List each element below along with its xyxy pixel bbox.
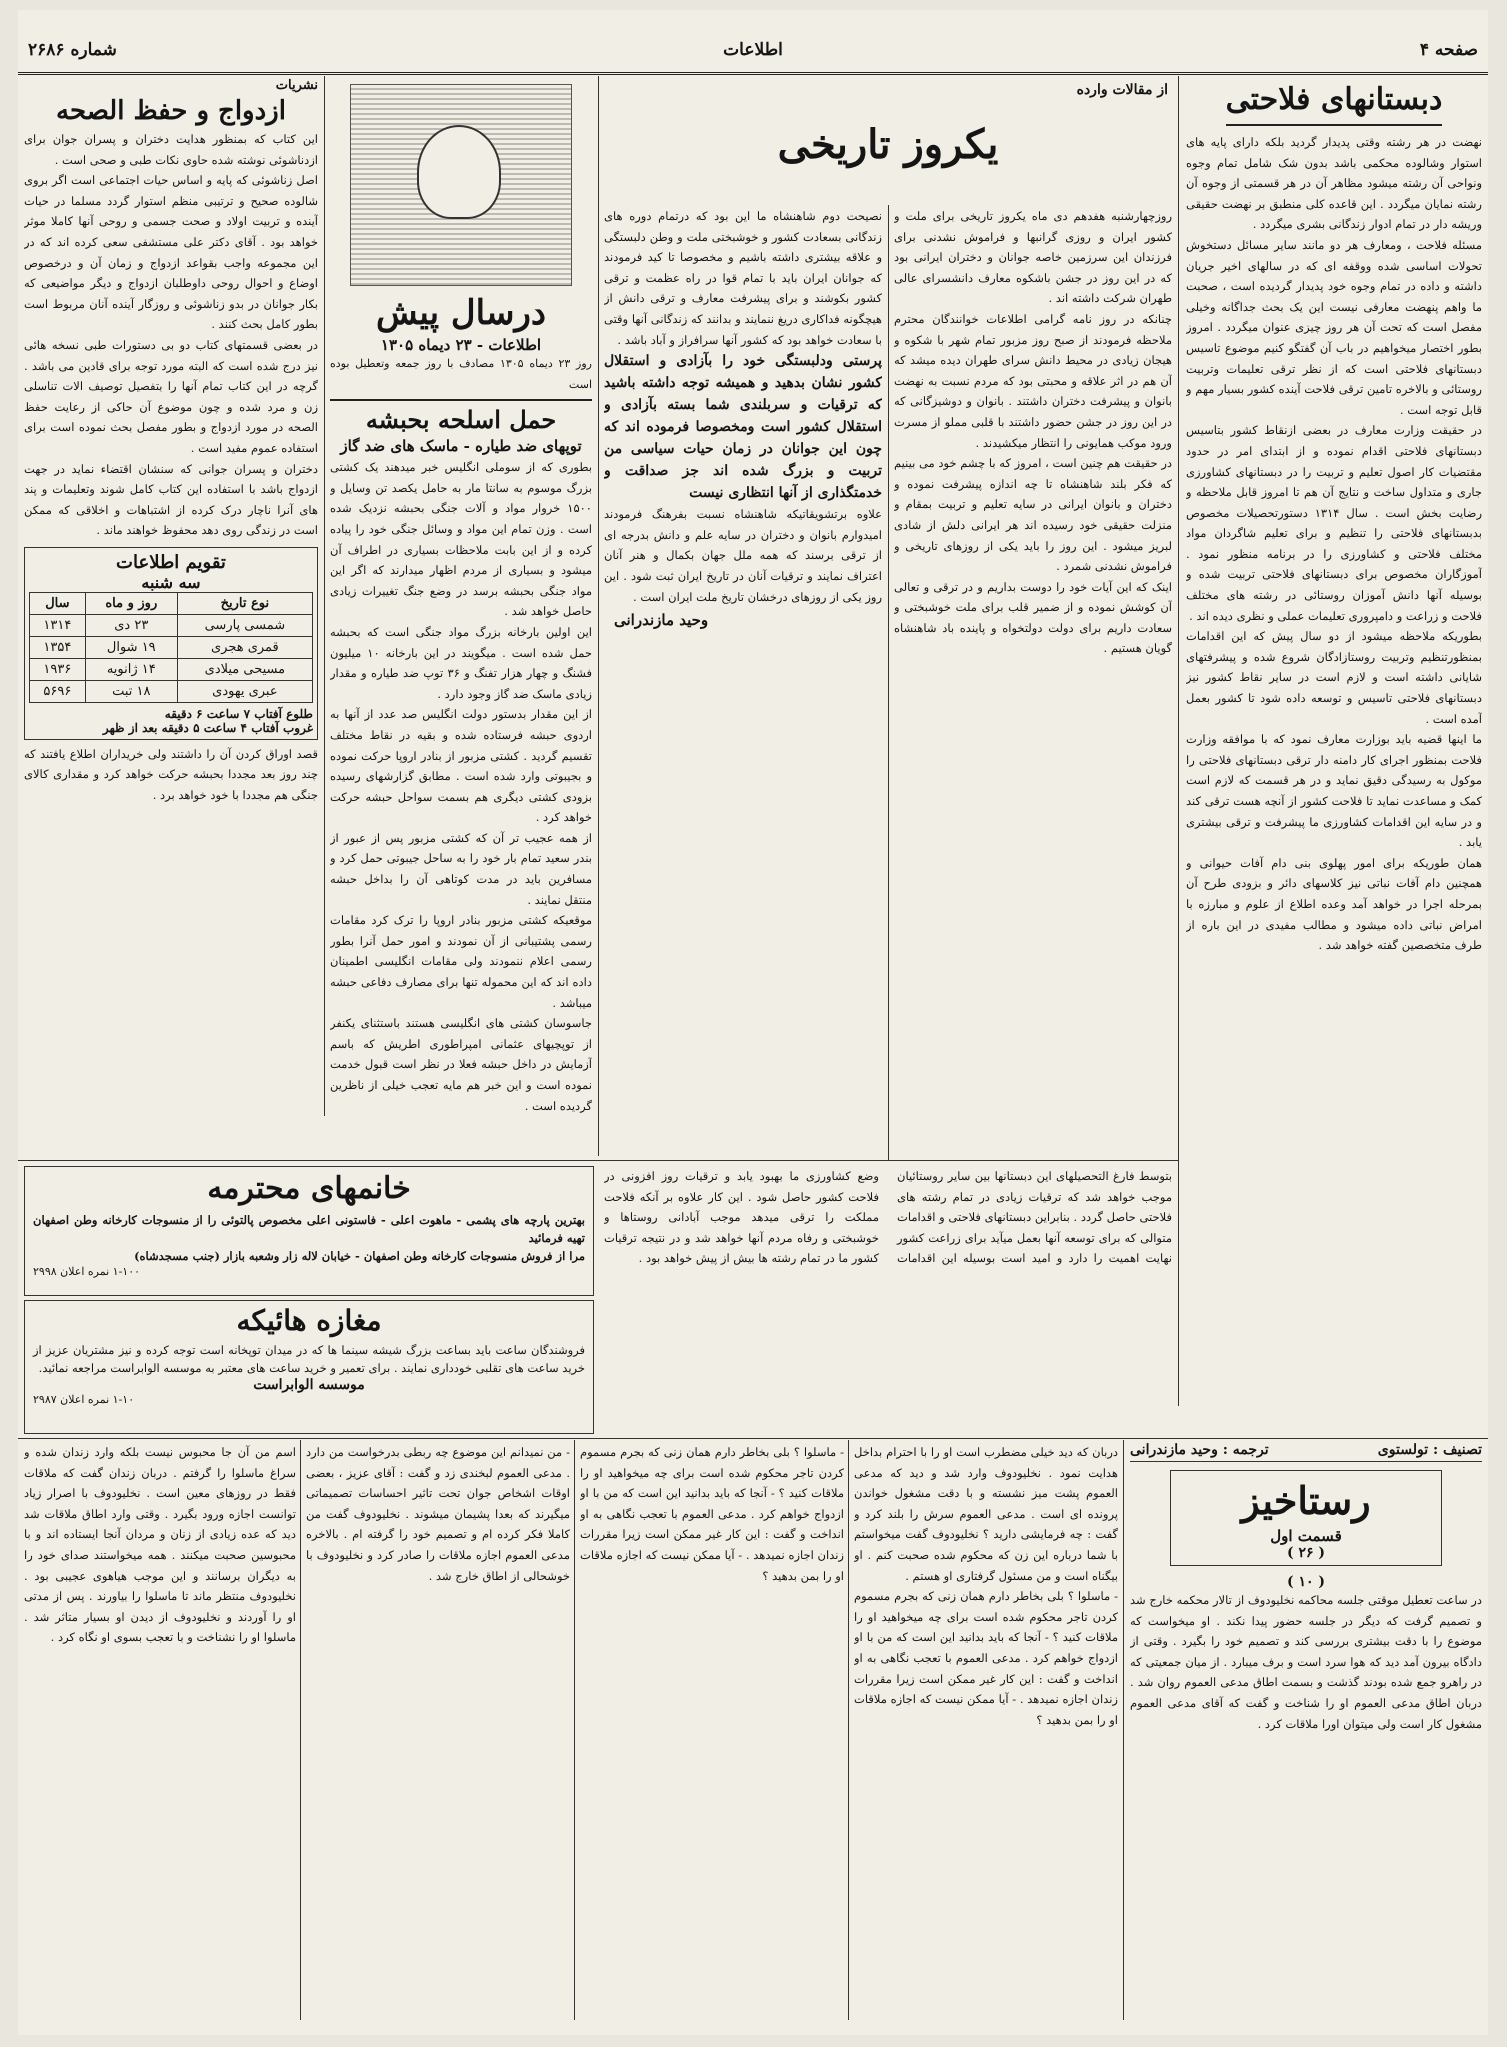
paragraph: اینک که این آیات خود را دوست بداریم و در ترقی و تعالی آن کوشش نموده و از ضمیر قلب برای ملت خوشبختی و سعادت داریم برای دولت دولتخواه و پاینده باد شاهنشاه گویان هستیم . bbox=[894, 579, 1172, 656]
sunrise-value: ۷ ساعت ۶ دقیقه bbox=[164, 706, 251, 721]
serial-episode: ( ۲۶ ) bbox=[1286, 1545, 1326, 1561]
paragraph: همان طوریکه برای امور پهلوی بنی دام آفات حیوانی و همچنین دام آفات نباتی نیز کلاسهای دائر و بزودی طرح آن بمرحله اجرا در خواهد آمد وعده اطلاع از علوم و مبارزه با امراض نباتی داده میشود و مطالب مفیدی در این باره از طرف متخصصین گفته خواهد شد . bbox=[1186, 855, 1482, 953]
sunrise-line bbox=[29, 707, 313, 721]
paragraph: دختران و پسران جوانی که سنشان اقتضاء نماید در جهت ازدواج باشد با استفاده این کتاب کامل شوند وتعلیمات و پند های آنرا ناچار درک کرده از اشتباهات و اخلاقی که ممکن است در زندگی روی دهد محفوظ خواهند ماند . bbox=[24, 461, 318, 538]
calendar-cell: ۱۹۳۶ bbox=[30, 658, 86, 680]
calendar-box bbox=[24, 547, 318, 740]
calendar-header: روز و ماه bbox=[85, 592, 177, 614]
section-date: اطلاعات - ۲۳ دیماه ۱۳۰۵ bbox=[380, 336, 542, 354]
article-title: ازدواج و حفظ الصحه bbox=[56, 96, 286, 126]
paragraph: اصل زناشوئی که پایه و اساس حیات اجتماعی است اگر بروی شالوده صحیح و ترتیبی منظم استوار گردد مسلما در حیات آینده و تربیت اولاد و صحت جسمی و روحی آنها کاملا موثر خواهد بود . آقای دکتر علی مستشفی سعی کرده اند که در این مجموعه واجب بقواعد ازدواج و زمان آن و درخصوص اوضاع و احوال روحی داوطلبان ازدواج و دیگر مواضیعی که بکار جوانان در بدو زناشوئی و روزگار آینده آنان مربوط است بطور کامل بحث کنند . bbox=[24, 173, 318, 332]
article-falahati-continued bbox=[604, 1166, 1172, 1434]
calendar-title: تقویم اطلاعات bbox=[116, 551, 226, 573]
calendar-cell: قمری هجری bbox=[177, 636, 312, 658]
serial-credits bbox=[1130, 1442, 1482, 1462]
serial-chapter: ( ۱۰ ) bbox=[1286, 1574, 1326, 1590]
serial-resurrection-col3 bbox=[580, 1442, 844, 2022]
paragraph: نهضت در هر رشته وقتی پدیدار گردید بلکه دارای پایه های استوار وشالوده محکمی باشد بدون شک شامل تمام وجوه ونواحی آن رشته میشود مظاهر آن در هر قسمتی از وجوه آن رشته نمایان میگردد . این قاعده کلی منطبق بر نهضت حقیقی وریشه دار در تمام ادوار زندگانی بشری میگردد . bbox=[1186, 135, 1482, 232]
calendar-row bbox=[30, 614, 313, 636]
sunset-label: غروب آفتاب bbox=[251, 720, 313, 735]
paragraph: - ماسلوا ؟ بلی بخاطر دارم همان زنی که بجرم مسموم کردن تاجر محکوم شده است برای چه میخواهید او را ملاقات کنید ؟ - آنجا که باید بدانید این است که من با او ازدواج خواهم کرد . مدعی العموم با تعجب نگاهی به او انداخت و گفت : این کار غیر ممکن است زیرا مقررات زندان اجازه نمیدهد . - آیا ممکن نیست که اجازه ملاقات او را بمن بدهید ؟ bbox=[580, 1445, 844, 1583]
section-title: درسال پیش bbox=[375, 293, 547, 333]
article-kicker: از مقالات وارده bbox=[1076, 82, 1168, 98]
title-rule bbox=[1226, 124, 1442, 126]
serial-title-box bbox=[1170, 1470, 1442, 1566]
serial-translator: ترجمه : وحید مازندرانی bbox=[1130, 1442, 1269, 1458]
calendar-cell: ۲۳ دی bbox=[85, 614, 177, 636]
calendar-cell: ۱۴ ژانویه bbox=[85, 658, 177, 680]
calendar-cell: ۱۹ شوال bbox=[85, 636, 177, 658]
article-historic-day-header bbox=[604, 78, 1172, 203]
paragraph: قصد اوراق کردن آن را داشتند ولی خریداران اطلاع یافتند که چند روز بعد مجددا بحبشه حرکت خواهد کرد و مقداری کالای جنگی هم مجددا با خود خواهد برد . bbox=[24, 746, 318, 803]
paragraph: در حقیقت هم چنین است ، امروز که با چشم خود می بینیم که فکر بلند شاهنشاه تا چه اندازه پیشرفت نموده و دختران و بانوان ایرانی در سایه تعلیم و تربیت بمقام و منزلت حقیقی خود رسیده اند هر ایرانی دلش از شادی لبریز میشود . این روز را باید یکی از روزهای تاریخی و فراموش نشدنی شمرد . bbox=[894, 456, 1172, 574]
calendar-cell: ۱۸ تبت bbox=[85, 680, 177, 702]
section-rule bbox=[18, 1160, 1178, 1161]
serial-resurrection-col4 bbox=[306, 1442, 570, 2022]
article-author: وحید مازندرانی bbox=[614, 611, 709, 630]
ad-code: ۱-۱۰۰ نمره اعلان ۲۹۹۸ bbox=[33, 1265, 141, 1278]
ad-text: فروشندگان ساعت باید بساعت بزرگ شیشه سینما ها که در میدان توپخانه است توجه کرده و نیز مشتریان عزیز از خرید ساعت های تقلبی خودداری نمایند . برای تعمیر و خرید ساعت های معتبر به موسسه الوابراست مراجعه نمائید. bbox=[33, 1343, 585, 1375]
column-rule bbox=[1178, 76, 1179, 1406]
paragraph: چنانکه در روز نامه گرامی اطلاعات خوانندگان محترم ملاحظه فرمودند از صبح روز مزبور تمام شهر با شکوه و هیجان زیادی در محیط دانش سرای طهران دیده میشد که آن هم در اثر علاقه و محبتی بود که مردم نسبت به نهضت بانوان و پیشرفت دختران داشتند . بانوان و دوشیزگانی که در این روز در جشن حضور داشتند با قلبی مملو از مسرت ورود موکب همایونی را انتظار میکشیدند . bbox=[894, 311, 1172, 450]
ad-vatan-textiles bbox=[24, 1166, 594, 1296]
calendar-row bbox=[30, 636, 313, 658]
column-rule bbox=[598, 76, 599, 1156]
paragraph: بطوریکه ملاحظه میشود از دو سال پیش که این اقدامات بمنظورتنظیم وتربیت روستازادگان شروع شده و پیشرفتهای شایانی داشته است و لازم است در سایر نقاط کشور نیز دبستانهای فلاحتی تاسیس و توسعه داده شود تا کشور بعمل آمده است . bbox=[1186, 629, 1482, 726]
article-historic-day-col-a bbox=[894, 206, 1172, 1156]
serial-title: رستاخیز bbox=[1241, 1478, 1371, 1523]
editor-illustration bbox=[350, 84, 572, 286]
calendar-header-row bbox=[30, 592, 313, 614]
ad-text: مرا از فروش منسوجات کارخانه وطن اصفهان - خیابان لاله زار وشعبه بازار (جنب مسجدشاه) bbox=[134, 1249, 585, 1263]
paragraph: در حقیقت وزارت معارف در بعضی ازنقاط کشور بتاسیس دبستانهای فلاحتی اقدام نموده و از ابتدای امر در حدود مقتضیات کار اصول تعلیم و تربیت را در دبستانهای کشاورزی جاری و متداول ساخت و نتایج آن هم تا امروز قابل ملاحظه و رضایت بخش است . سال ۱۳۱۴ دستورتحصیلات مخصوص بدبستانهای فلاحتی را تنظیم و برای تعلیم شاگردان مواد مختلف فلاحتی و کشاورزی را در برنامه منظور نمود . آموزگاران مخصوص برای دبستانهای فلاحتی تربیت شده و بوسیله آنها دانش آموزان روستائی در رشته های مختلف فلاحت و زراعت و دامپروری تعلیمات عملی و نظری دیده اند . bbox=[1186, 423, 1482, 623]
issue-number: شماره ۲۶۸۶ bbox=[28, 40, 117, 60]
paragraph: اسم من آن جا محبوس نیست بلکه وارد زندان شده و سراغ ماسلوا را گرفتم . دربان زندان گفت که ملاقات فقط در روزهای معین است . نخلیودوف با اصرار زیاد توانست اجازه ورود بگیرد . وقتی وارد اطاق ملاقات شد دید که عده زیادی از زنان و مردان آنجا ایستاده اند و با محبوسین صحبت میکنند . همه میخواستند صدای خود را به دیگران برسانند و این موجب هیاهوی عجیبی بود . نخلیودوف منتظر ماند تا ماسلوا را بیاورند . پس از مدتی او را آوردند و نخلیودوف از دیدن او بسیار متاثر شد . ماسلوا او را نشناخت و با تعجب بسوی او نگاه کرد . bbox=[24, 1445, 296, 1645]
calendar-row bbox=[30, 680, 313, 702]
paragraph: علاوه برتشویقاتیکه شاهنشاه نسبت بفرهنگ فرمودند امیدوارم بانوان و دختران در سایه علم و دانش بدرجه ای از ترقی برسند که همه ملل جهان بکمال و هنر آنان اعتراف نمایند و ترقیات آنان در تاریخ ایران ثبت شود . این روز یکی از روزهای درخشان تاریخ ملت ایران است . bbox=[604, 507, 882, 604]
paragraph: در ساعت تعطیل موقتی جلسه محاکمه نخلیودوف از تالار محکمه خارج شد و تصمیم گرفت که دیگر در جلسه حضور پیدا نکند . او میخواست که موضوع را با دقت بیشتری بررسی کند و تصمیم خود را بگیرد . وقتی از دادگاه بیرون آمد دید که هوا سرد است و برف میبارد . از میان جمعیتی که در راهرو جمع شده بودند گذشت و بسمت اطاق مدعی العموم روان شد . دربان اطاق مدعی العموم او را شناخت و گفت که آقای مدعی العموم مشغول کار است ولی میتوان اورا ملاقات کرد . bbox=[1130, 1593, 1482, 1731]
paragraph: - من نمیدانم این موضوع چه ربطی بدرخواست من دارد . مدعی العموم لبخندی زد و گفت : آقای عزیز ، بعضی اوقات اشخاص جوان تحت تاثیر احساسات تصمیماتی میگیرند که بعدا پشیمان میشوند . نخلیودوف گفت من کاملا فکر کرده ام و تصمیم خود را گرفته ام . بالاخره مدعی العموم اجازه ملاقات را صادر کرد و نخلیودوف با خوشحالی از اطاق خارج شد . bbox=[306, 1445, 570, 1583]
sunset-value: ۴ ساعت ۵ دقیقه بعد از ظهر bbox=[102, 720, 247, 735]
column-rule bbox=[888, 205, 889, 1160]
article-years-ago bbox=[330, 78, 592, 1156]
article-title: یکروز تاریخی bbox=[777, 121, 999, 168]
article-kicker: نشریات bbox=[275, 78, 318, 93]
paragraph: دربان که دید خیلی مضطرب است او را با احترام بداخل هدایت نمود . نخلیودوف وارد شد و دید که مدعی العموم پشت میز نشسته و با دقت مشغول خواندن پرونده ای است . مدعی العموم سرش را بلند کرد و گفت : چه فرمایشی دارید ؟ نخلیودوف گفت میخواستم با شما درباره این زن که محکوم شده صحبت کنم . او بیگناه است و من مسئول گرفتاری او هستم . bbox=[854, 1445, 1118, 1583]
serial-part: قسمت اول bbox=[1270, 1527, 1342, 1545]
article-headline: حمل اسلحه بحبشه bbox=[365, 405, 557, 435]
article-falahati bbox=[1186, 78, 1482, 1433]
portrait-icon bbox=[417, 125, 501, 219]
sunset-line bbox=[29, 721, 313, 735]
paragraph: روزچهارشنبه هفدهم دی ماه یکروز تاریخی برای ملت و کشور ایران و روزی گرانبها و فراموش نشدنی برای فرزندان این سرزمین خاصه جوانان و دختران ایرانی بود که در این روز در جشن باشکوه معارف دانشسرای عالی طهران شرکت داشته اند . bbox=[894, 209, 1172, 306]
paragraph: در بعضی قسمتهای کتاب دو بی دستورات طبی نسخه هائی نیز درج شده است که البته مورد توجه برای قادین می باشد . گرچه در این کتاب تمام آنها را بتفصیل توصیف الات تناسلی زن و مرد شده و چون موضوع آن حاکی از رعایت حفظ الصحه در مورد ازدواج و بطور مفصل بحث نموده است برای استفاده عموم مفید است . bbox=[24, 337, 318, 455]
calendar-cell: مسیحی میلادی bbox=[177, 658, 312, 680]
column-rule bbox=[848, 1440, 849, 2020]
article-subhead: توپهای ضد طیاره - ماسک های ضد گاز bbox=[340, 437, 582, 456]
serial-resurrection-col5 bbox=[24, 1442, 296, 2022]
paragraph: - ماسلوا ؟ بلی بخاطر دارم همان زنی که بجرم مسموم کردن تاجر محکوم شده است برای چه میخواهید او را ملاقات کنید ؟ - آنجا که باید بدانید این است که من با او ازدواج خواهم کرد . مدعی العموم با تعجب نگاهی به او انداخت و گفت : این کار غیر ممکن است زیرا مقررات زندان اجازه نمیدهد . - آیا ممکن نیست که اجازه ملاقات او را بمن بدهید ؟ bbox=[854, 1589, 1118, 1727]
calendar-table bbox=[29, 592, 313, 703]
paragraph: از این مقدار بدستور دولت انگلیس صد عدد از آنها به اردوی حبشه فرستاده شده و بقیه در نقاط مختلف تقسیم گردید . کشتی مزبور از بنادر اروپا حرکت نموده و بجیبوتی وارد شده است . مطابق گزارشهای رسیده بزودی کشتی دیگری هم بسمت سواحل حبشه حرکت خواهد کرد . bbox=[330, 707, 592, 825]
paragraph: جاسوسان کشتی های انگلیسی هستند باستثنای یکنفر از توپچیهای عثمانی امپراطوری اطریش که باسم آزمایش در داخل حبشه فعلا در نظر است قبول خدمت نموده است و این خبر هم مایه تعجب خیلی از ناظرین گردیده است . bbox=[330, 1016, 592, 1113]
section-rule bbox=[18, 1438, 1488, 1439]
calendar-cell: ۱۳۵۴ bbox=[30, 636, 86, 658]
masthead bbox=[18, 38, 1488, 75]
column-rule bbox=[324, 76, 325, 1116]
ad-title: خانمهای محترمه bbox=[207, 1171, 411, 1206]
ad-text: بهترین پارچه های پشمی - ماهوت اعلی - فاستونی اعلی مخصوص پالتوئی را از منسوجات کارخانه وطن اصفهان تهیه فرمائید bbox=[33, 1213, 585, 1245]
serial-author: تصنیف : تولستوی bbox=[1377, 1442, 1482, 1458]
column-rule bbox=[574, 1440, 575, 2020]
paragraph: از همه عجیب تر آن که کشتی مزبور پس از عبور از بندر سعید تمام بار خود را به ساحل جیبوتی حمل کرد و مسافرین باید در مدت کوتاهی آن را بداخل حبشه منتقل نمایند . bbox=[330, 830, 592, 907]
sunrise-label: طلوع آفتاب bbox=[254, 706, 313, 721]
paper-name: اطلاعات bbox=[723, 40, 783, 60]
column-rule bbox=[300, 1440, 301, 2020]
calendar-cell: ۱۳۱۴ bbox=[30, 614, 86, 636]
serial-resurrection-head bbox=[1130, 1442, 1482, 2022]
column-rule bbox=[1123, 1440, 1124, 2020]
ad-title: مغازه هائیکه bbox=[236, 1304, 382, 1337]
article-title: دبستانهای فلاحتی bbox=[1225, 82, 1443, 117]
calendar-cell: عبری یهودی bbox=[177, 680, 312, 702]
calendar-row bbox=[30, 658, 313, 680]
paragraph: بتوسط فارغ التحصیلهای این دبستانها بین سایر روستائیان موجب خواهد شد که ترقیات زیادی در تمام رشته های فلاحتی حاصل گردد . بنابراین دبستانهای فلاحتی و اقدامات متوالی که برای توسعه آنها بعمل میآید برای زراعت کشور نهایت اهمیت را دارد و امید است بوسیله این اقدامات وضع کشاورزی ما بهبود یابد و ترقیات روز افزونی در فلاحت کشور حاصل شود . این کار علاوه بر آنکه فلاحت مملکت را ترقی میدهد موجب آبادانی روستاها و خوشبختی و رفاه مردم آنها خواهد شد و در نتیجه ترقیات کشور ما در تمام رشته ها بیش از پیش خواهد بود . bbox=[604, 1169, 1172, 1266]
serial-resurrection-col2 bbox=[854, 1442, 1118, 2022]
calendar-header: سال bbox=[30, 592, 86, 614]
paragraph: ما اینها قضیه باید بوزارت معارف نمود که با موافقه وزارت فلاحت بمنظور اجرای کار دامنه دار ترقی دبستانهای فلاحتی را موکول به رسیدگی دقیق نماید و در هر قسمت که لازم است کمک و مساعدت نماید تا فلاحت کشور از آنچه هست ترقی کند و در سایه این اقدامات کشاورزی ما پیشرفت و ترقی بیشتری یابد . bbox=[1186, 732, 1482, 850]
royal-quote: پرستی ودلبستگی خود را بآزادی و استقلال کشور نشان بدهید و همیشه توجه داشته باشید که ترقیات و سربلندی شما بسته بآزادی و استقلال کشور است ومخصوصا فرموده اند که چون این جوانان در زمان حیات سیاسی من تربیت و بزرگ شده اند جز صداقت و خدمتگذاری از آنها انتظاری نیست bbox=[604, 353, 882, 502]
paragraph: این اولین بارخانه بزرگ مواد جنگی است که بحبشه حمل شده است . میگویند در این بارخانه ۱۰ میلیون فشنگ و چهار هزار تفنگ و ۳۶ توپ ضد طیاره و مقدار زیادی ماسک ضد گاز وجود دارد . bbox=[330, 624, 592, 701]
calendar-day: سه شنبه bbox=[141, 572, 201, 592]
section-rule bbox=[330, 399, 592, 401]
section-note: روز ۲۳ دیماه ۱۳۰۵ مصادف با روز جمعه وتعطیل بوده است bbox=[330, 357, 592, 391]
article-marriage-health bbox=[24, 78, 318, 1156]
paragraph: این کتاب که بمنظور هدایت دختران و پسران جوان برای ازدناشوئی نوشته شده حاوی نکات طبی و صحی است . bbox=[24, 132, 318, 167]
ad-watch-shops bbox=[24, 1300, 594, 1434]
paragraph: موقعیکه کشتی مزبور بنادر اروپا را ترک کرد مقامات رسمی پشتیبانی از آن نمودند و امور حمل آنرا بطور رسمی اعلام ننمودند ولی مقامات انگلیسی اطمینان داده اند که این محموله تنها برای مصارف دفاعی حبشه میباشد . bbox=[330, 913, 592, 1010]
calendar-cell: ۵۶۹۶ bbox=[30, 680, 86, 702]
ad-brand: موسسه الوابراست bbox=[253, 1377, 365, 1393]
paragraph: بطوری که از سوملی انگلیس خبر میدهند یک کشتی بزرگ موسوم به سانتا مار به حامل یکصد تن وسایل و ۱۵۰۰ خروار مواد و آلات جنگی بحبشه نزدیک شده است . وزن تمام این مواد و وسائل جنگی خود را پیاده کرده و از این بابت ملاحظات بسیاری در اطراف آن میشود و بسیاری از مردم اظهار میدارند که اگر این مواد جنگی بحبشه برسد در وضع جنگ تغییرات زیادی حاصل خواهد شد . bbox=[330, 460, 592, 619]
calendar-header: نوع تاریخ bbox=[177, 592, 312, 614]
article-historic-day-col-b bbox=[604, 206, 882, 1156]
paragraph: مسئله فلاحت ، ومعارف هر دو مانند سایر مسائل دستخوش تحولات اساسی شده ووقفه ای که در سالهای اخیر جریان داشته و داده در تمام وجوه خود پدیدار گردیده است ، صحبت ما واهم پنهضت معارفی نیست این یک بحث جداگانه وخیلی مفصل است که تحت آن هر روز چیزی عنوان میگردد . امروز بطور اختصار میخواهیم در باب آن گفتگو کنیم موضوع تاسیس دبستانهای فلاحتی است که از نظر ترقی تعلیمات وتربیت روستائی و بالاخره تامین ترقی فلاحت آینده کشور بسیار مهم و قابل توجه است . bbox=[1186, 237, 1482, 417]
page-number: صفحه ۴ bbox=[1419, 40, 1478, 60]
paragraph: نصیحت دوم شاهنشاه ما این بود که درتمام دوره های زندگانی بسعادت کشور و خوشبختی ملت و وطن دلبستگی و علاقه بیشتری داشته باشیم و مخصوصا تا کید فرمودند که جوانان ایران باید با تمام قوا در راه عظمت و ترقی کشور بکوشند و برای پیشرفت معارف و ترقی دانش از هیچگونه فداکاری دریغ ننمایند و بدانند که زندگانی آنها وقتی با سعادت خواهد بود که کشور آنها سرافراز و آباد باشد . bbox=[604, 209, 882, 347]
newspaper-page bbox=[18, 10, 1488, 2035]
ad-code: ۱-۱۰ نمره اعلان ۲۹۸۷ bbox=[33, 1393, 135, 1406]
calendar-cell: شمسی پارسی bbox=[177, 614, 312, 636]
